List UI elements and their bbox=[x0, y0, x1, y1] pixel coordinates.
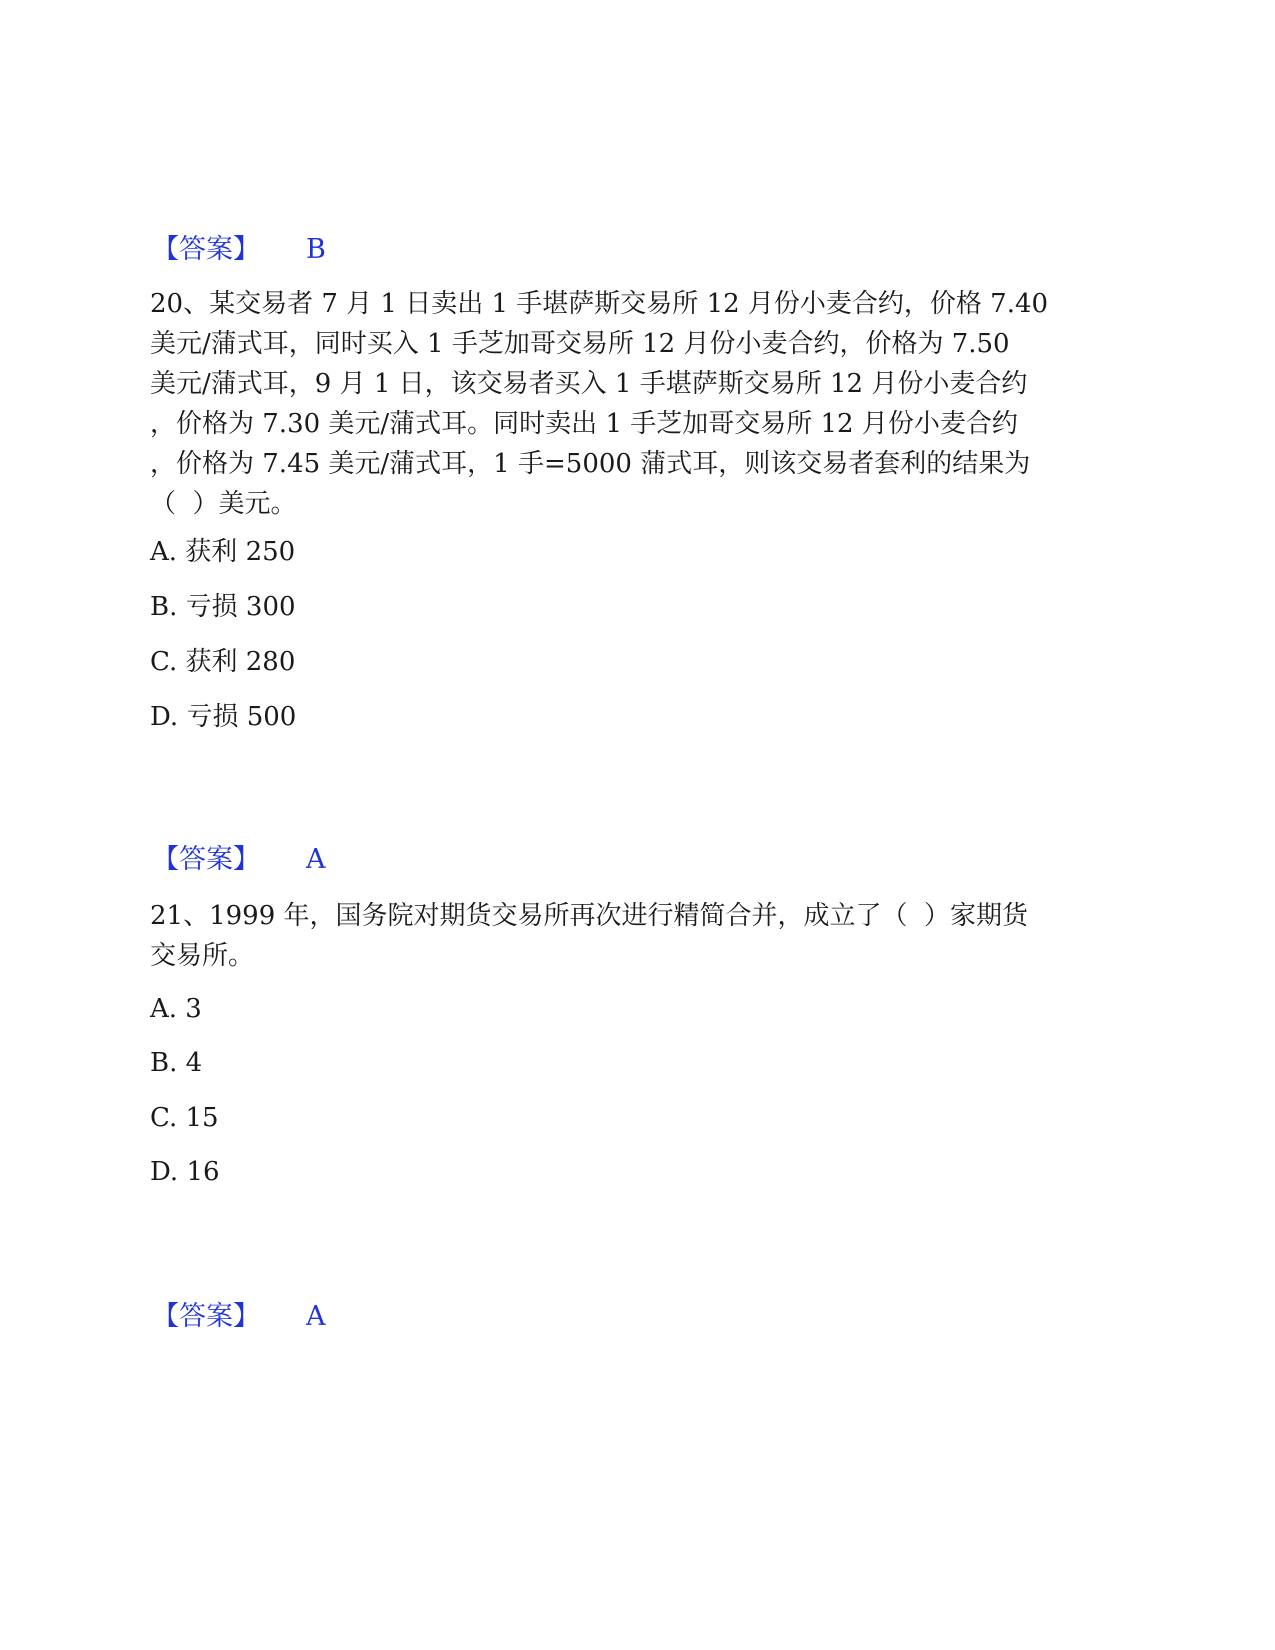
question-20-option-b: B. 亏损 300 bbox=[150, 592, 296, 622]
question-21-option-a: A. 3 bbox=[150, 994, 202, 1024]
answer-label: 【答案】 bbox=[152, 234, 260, 265]
question-20-option-d: D. 亏损 500 bbox=[150, 702, 297, 732]
question-21-text: 21、1999 年，国务院对期货交易所再次进行精简合并，成立了（ ）家期货 交易所。 bbox=[150, 901, 1029, 971]
question-21-option-d: D. 16 bbox=[150, 1157, 220, 1187]
question-20-option-a: A. 获利 250 bbox=[150, 537, 296, 567]
answer-value: A bbox=[306, 1301, 326, 1332]
question-21-option-b: B. 4 bbox=[150, 1048, 203, 1078]
answer-label: 【答案】 bbox=[152, 1301, 260, 1332]
question-20-text: 20、某交易者 7 月 1 日卖出 1 手堪萨斯交易所 12 月份小麦合约，价格 7.40 美元/蒲式耳，同时买入 1 手芝加哥交易所 12 月份小麦合约，价格为 7.50 美元/蒲式耳，9 月 1 日，该交易者买入 1 手堪萨斯交易所 12 月份小麦合约 ，价格为 7.30 美元/蒲式耳。同时卖出 1 手芝加哥交易所 12 月份小麦合约 ，价格为 7.45 美元/蒲式耳，1 手=5000 蒲式耳，则该交易者套利的结果为 （ ）美元。 bbox=[150, 289, 1049, 519]
answer-label: 【答案】 bbox=[152, 844, 260, 875]
question-20-option-c: C. 获利 280 bbox=[150, 647, 296, 677]
answer-value: B bbox=[306, 234, 326, 265]
answer-block-2 bbox=[152, 843, 326, 877]
answer-block-1 bbox=[152, 233, 326, 267]
answer-block-3 bbox=[152, 1300, 326, 1334]
question-21-option-c: C. 15 bbox=[150, 1103, 219, 1133]
answer-value: A bbox=[306, 844, 326, 875]
